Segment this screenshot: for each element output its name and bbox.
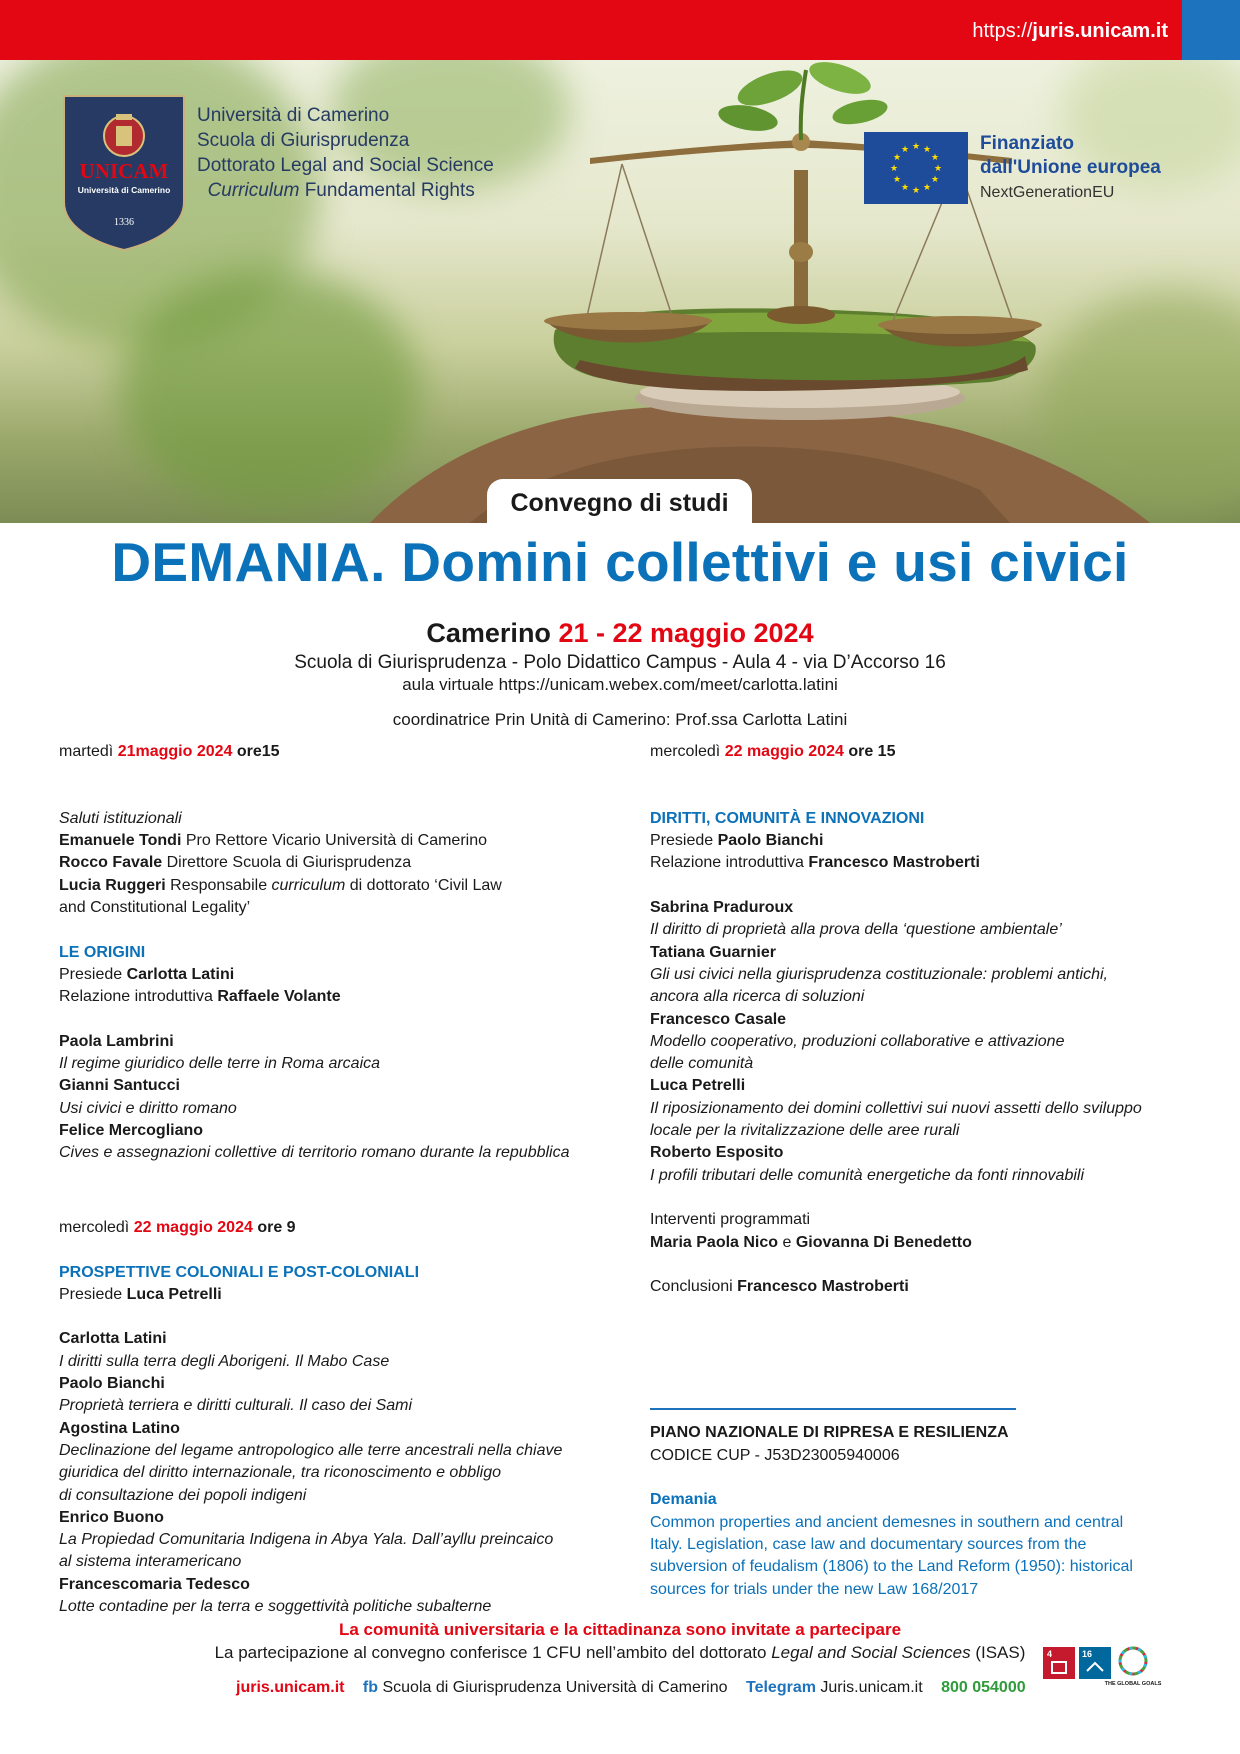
speaker-name: Francesco Casale	[650, 1010, 787, 1028]
program-left-column	[59, 741, 619, 1618]
talk-title: locale per la rivitalizzazione delle aree rurali	[650, 1122, 960, 1140]
facebook-link[interactable]: fb Scuola di Giurisprudenza Università di Camerino	[362, 1679, 728, 1696]
conclusions: Conclusioni Francesco Mastroberti	[650, 1278, 909, 1296]
eu-line-2: dall'Unione europea	[980, 157, 1161, 178]
session-title: PROSPETTIVE COLONIALI E POST-COLONIALI	[59, 1263, 420, 1281]
project-description: Italy. Legislation, case law and documentary sources from the	[650, 1535, 1087, 1553]
crest-subtitle: Università di Camerino	[77, 185, 171, 195]
event-header	[0, 617, 1240, 731]
speaker-name: Tatiana Guarnier	[650, 943, 776, 961]
programmed-speakers: Maria Paola Nico e Giovanna Di Benedetto	[650, 1233, 972, 1251]
svg-text:★: ★	[900, 183, 910, 193]
talk-title: Il riposizionamento dei domini collettivi sui nuovi assetti dello sviluppo	[650, 1099, 1142, 1117]
eu-line-3: NextGenerationEU	[980, 184, 1115, 201]
greeting-row: Lucia Ruggeri Responsabile curriculum di dottorato ‘Civil Law	[59, 876, 502, 894]
speaker-name: Paola Lambrini	[59, 1032, 174, 1050]
sdg-badges	[1043, 1645, 1183, 1693]
curriculum-name: Curriculum Fundamental Rights	[207, 180, 475, 201]
speaker-name: Enrico Buono	[59, 1508, 164, 1526]
greetings-label: Saluti istituzionali	[59, 809, 182, 827]
session-intro: Relazione introduttiva Francesco Mastroberti	[650, 854, 980, 872]
top-bar-accent	[1182, 0, 1240, 60]
session-title: DIRITTI, COMUNITÀ E INNOVAZIONI	[650, 809, 925, 827]
session-chair: Presiede Luca Petrelli	[59, 1285, 222, 1303]
day1-heading: martedì 21maggio 2024 ore15	[59, 743, 280, 760]
session-chair: Presiede Carlotta Latini	[59, 965, 235, 983]
svg-text:★: ★	[892, 153, 902, 163]
header-url[interactable]: https://juris.unicam.it	[972, 20, 1168, 42]
speaker-name: Roberto Esposito	[650, 1144, 784, 1162]
talk-title: I diritti sulla terra degli Aborigeni. Il Mabo Case	[59, 1352, 390, 1370]
event-venue: Scuola di Giurisprudenza - Polo Didattico Campus - Aula 4 - via D’Accorso 16	[294, 652, 946, 673]
talk-title: Il regime giuridico delle terre in Roma arcaica	[59, 1055, 381, 1073]
talk-title: ancora alla ricerca di soluzioni	[650, 988, 865, 1006]
session-intro: Relazione introduttiva Raffaele Volante	[59, 988, 341, 1006]
svg-text:4: 4	[1047, 1649, 1053, 1659]
speaker-name: Felice Mercogliano	[59, 1122, 204, 1140]
svg-text:★: ★	[911, 142, 921, 152]
svg-text:★: ★	[911, 186, 921, 196]
talk-title: I profili tributari delle comunità energetiche da fonti rinnovabili	[650, 1166, 1085, 1184]
svg-text:16: 16	[1082, 1649, 1093, 1659]
svg-text:★: ★	[892, 175, 902, 185]
cfu-text: La partecipazione al convegno conferisce 1 CFU nell’ambito del dottorato Legal and Social Sciences (ISAS)	[214, 1643, 1026, 1662]
project-description: subversion of feudalism (1806) to the Land Reform (1950): historical	[650, 1558, 1133, 1576]
svg-text:★: ★	[930, 175, 940, 185]
unicam-crest-logo[interactable]	[60, 90, 188, 252]
svg-text:★: ★	[889, 164, 899, 174]
event-virtual-room[interactable]: aula virtuale https://unicam.webex.com/meet/carlotta.latini	[402, 675, 838, 694]
doctorate-name: Dottorato Legal and Social Science	[197, 155, 494, 176]
project-description: sources for trials under the new Law 168/2017	[650, 1580, 979, 1598]
talk-title: Il diritto di proprietà alla prova della ‘questione ambientale’	[650, 921, 1062, 939]
talk-title: Lotte contadine per la terra e soggettività politiche subalterne	[59, 1597, 492, 1615]
program-right-column	[650, 741, 1210, 1601]
talk-title: Declinazione del legame antropologico alle terre ancestrali nella chiave	[59, 1441, 563, 1459]
speaker-name: Francescomaria Tedesco	[59, 1575, 250, 1593]
crest-year: 1336	[114, 217, 134, 228]
talk-title: Modello cooperativo, produzioni collaborative e attivazione	[650, 1032, 1065, 1050]
talk-title: giuridica del diritto internazionale, tra riconoscimento e obbligo	[59, 1464, 502, 1482]
talk-title: di consultazione dei popoli indigeni	[59, 1486, 307, 1504]
svg-text:★: ★	[900, 145, 910, 155]
speaker-name: Paolo Bianchi	[59, 1375, 165, 1393]
footer-links	[236, 1679, 1040, 1697]
invite-text: La comunità universitaria e la cittadinanza sono invitate a partecipare	[338, 1620, 902, 1639]
school-name: Scuola di Giurisprudenza	[197, 130, 410, 151]
svg-text:★: ★	[933, 164, 943, 174]
speaker-name: Agostina Latino	[59, 1419, 180, 1437]
speaker-name: Gianni Santucci	[59, 1077, 180, 1095]
greeting-row: Emanuele Tondi Pro Rettore Vicario Università di Camerino	[59, 832, 487, 850]
global-goals-label: THE GLOBAL GOALS	[1104, 1681, 1162, 1687]
site-link[interactable]: juris.unicam.it	[236, 1679, 345, 1696]
session-chair: Presiede Paolo Bianchi	[650, 832, 824, 850]
event-coordinator: coordinatrice Prin Unità di Camerino: Prof.ssa Carlotta Latini	[392, 710, 848, 729]
talk-title: Proprietà terriera e diritti culturali. Il caso dei Sami	[59, 1397, 413, 1415]
talk-title: Usi civici e diritto romano	[59, 1099, 237, 1117]
university-name: Università di Camerino	[197, 105, 390, 126]
pnrr-title: PIANO NAZIONALE DI RIPRESA E RESILIENZA	[650, 1424, 1009, 1442]
crest-name: UNICAM	[79, 159, 169, 183]
event-city-dates: Camerino 21 - 22 maggio 2024	[426, 618, 814, 648]
talk-title: al sistema interamericano	[59, 1553, 242, 1571]
global-goals-icon	[1120, 1648, 1146, 1674]
pnrr-cup: CODICE CUP - J53D23005940006	[650, 1446, 900, 1464]
programmed-label: Interventi programmati	[650, 1211, 811, 1229]
talk-title: Gli usi civici nella giurisprudenza costituzionale: problemi antichi,	[650, 965, 1108, 983]
talk-title: delle comunità	[650, 1055, 754, 1073]
svg-text:★: ★	[922, 183, 932, 193]
telegram-link[interactable]: Telegram Juris.unicam.it	[745, 1679, 923, 1696]
speaker-name: Carlotta Latini	[59, 1330, 167, 1348]
institution-block	[197, 103, 494, 203]
event-kind-tab: Convegno di studi	[487, 479, 752, 525]
greeting-row: Rocco Favale Direttore Scuola di Giurisprudenza	[59, 854, 412, 872]
day2am-heading: mercoledì 22 maggio 2024 ore 9	[59, 1219, 296, 1237]
eu-flag-icon	[864, 132, 968, 204]
talk-title: La Propiedad Comunitaria Indigena in Abya Yala. Dall’ayllu preincaico	[59, 1531, 554, 1549]
session-title: LE ORIGINI	[59, 943, 146, 961]
day2pm-heading: mercoledì 22 maggio 2024 ore 15	[650, 743, 896, 760]
page-title: DEMANIA. Domini collettivi e usi civici	[111, 531, 1129, 593]
project-description: Common properties and ancient demesnes in southern and central	[650, 1513, 1124, 1531]
project-name: Demania	[650, 1491, 717, 1509]
pnrr-divider	[650, 1408, 1016, 1410]
speaker-name: Sabrina Praduroux	[650, 899, 794, 917]
top-bar	[0, 0, 1240, 60]
phone-number[interactable]: 800 054000	[941, 1679, 1026, 1696]
greeting-row-cont: and Constitutional Legality’	[59, 899, 251, 917]
eu-line-1: Finanziato	[980, 133, 1074, 154]
talk-title: Cives e assegnazioni collettive di territorio romano durante la repubblica	[59, 1144, 570, 1162]
svg-text:★: ★	[930, 153, 940, 163]
svg-text:★: ★	[922, 145, 932, 155]
speaker-name: Luca Petrelli	[650, 1077, 746, 1095]
